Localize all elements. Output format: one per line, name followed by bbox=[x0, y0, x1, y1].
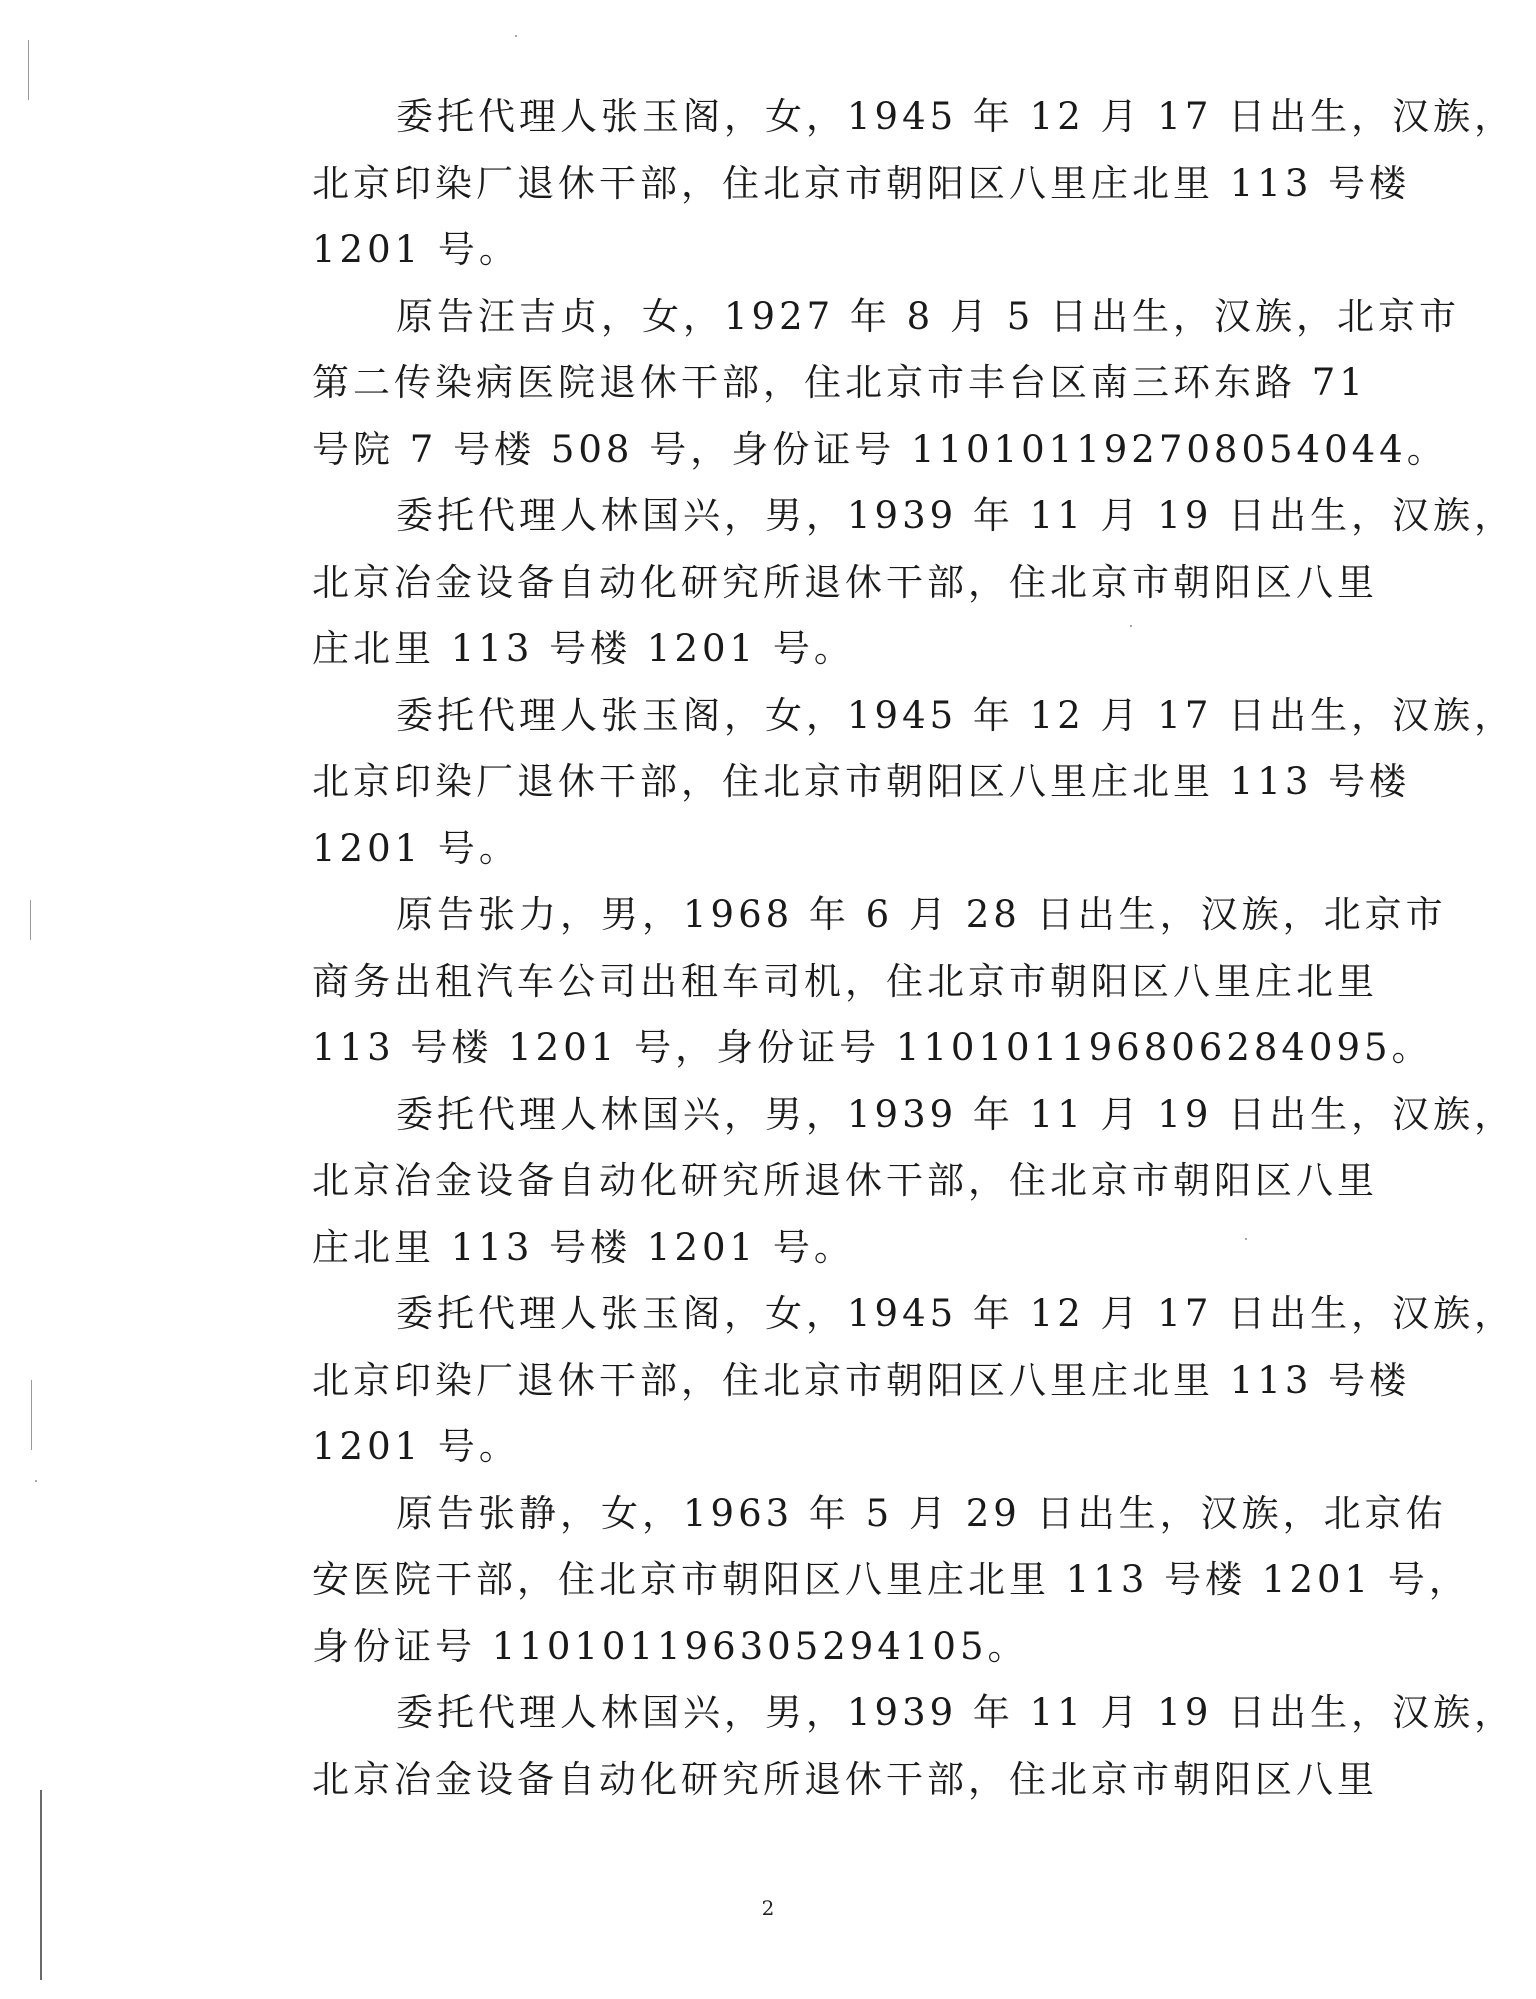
text-line: 原告张静，女，1963 年 5 月 29 日出生，汉族，北京佑 bbox=[396, 1491, 1447, 1535]
text-line: 北京印染厂退休干部，住北京市朝阳区八里庄北里 113 号楼 bbox=[312, 161, 1411, 205]
text-line: 1201 号。 bbox=[312, 228, 520, 271]
text-line: 庄北里 113 号楼 1201 号。 bbox=[312, 627, 855, 670]
text-line: 委托代理人张玉阁，女，1945 年 12 月 17 日出生，汉族， bbox=[396, 693, 1516, 737]
text-line: 原告汪吉贞，女，1927 年 8 月 5 日出生，汉族，北京市 bbox=[396, 294, 1461, 338]
text-line: 安医院干部，住北京市朝阳区八里庄北里 113 号楼 1201 号， bbox=[312, 1558, 1470, 1601]
text-line: 号院 7 号楼 508 号，身份证号 110101192708054044。 bbox=[312, 427, 1448, 471]
text-line: 身份证号 110101196305294105。 bbox=[312, 1624, 1029, 1668]
scan-artifact-mark bbox=[31, 1380, 32, 1450]
text-line: 庄北里 113 号楼 1201 号。 bbox=[312, 1225, 855, 1269]
paragraph bbox=[312, 1281, 1516, 1481]
page-number: 2 bbox=[761, 1896, 775, 1920]
paragraph bbox=[312, 483, 1516, 683]
paragraph bbox=[312, 284, 1461, 484]
scan-artifact-dot bbox=[515, 35, 517, 37]
text-line: 北京冶金设备自动化研究所退休干部，住北京市朝阳区八里 bbox=[312, 1159, 1378, 1202]
text-line: 商务出租汽车公司出租车司机，住北京市朝阳区八里庄北里 bbox=[312, 959, 1378, 1003]
text-line: 1201 号。 bbox=[312, 1425, 520, 1468]
text-line: 第二传染病医院退休干部，住北京市丰台区南三环东路 71 bbox=[312, 361, 1367, 404]
text-line: 委托代理人张玉阁，女，1945 年 12 月 17 日出生，汉族， bbox=[396, 95, 1516, 138]
text-line: 北京印染厂退休干部，住北京市朝阳区八里庄北里 113 号楼 bbox=[312, 760, 1411, 803]
text-line: 委托代理人林国兴，男，1939 年 11 月 19 日出生，汉族， bbox=[396, 1691, 1516, 1734]
text-line: 113 号楼 1201 号，身份证号 110101196806284095。 bbox=[312, 1026, 1433, 1069]
paragraph bbox=[312, 882, 1447, 1082]
text-line: 委托代理人张玉阁，女，1945 年 12 月 17 日出生，汉族， bbox=[396, 1292, 1516, 1335]
paragraph bbox=[312, 683, 1516, 883]
scan-artifact-mark bbox=[40, 1790, 42, 1980]
paragraph bbox=[312, 1082, 1516, 1282]
paragraph bbox=[312, 84, 1516, 284]
document-body bbox=[312, 84, 1516, 1813]
paragraph bbox=[312, 1680, 1516, 1813]
text-line: 北京冶金设备自动化研究所退休干部，住北京市朝阳区八里 bbox=[312, 560, 1378, 604]
text-line: 北京冶金设备自动化研究所退休干部，住北京市朝阳区八里 bbox=[312, 1757, 1378, 1801]
scan-artifact-mark bbox=[28, 40, 29, 100]
text-line: 1201 号。 bbox=[312, 826, 520, 870]
text-line: 委托代理人林国兴，男，1939 年 11 月 19 日出生，汉族， bbox=[396, 494, 1516, 537]
text-line: 委托代理人林国兴，男，1939 年 11 月 19 日出生，汉族， bbox=[396, 1092, 1516, 1136]
paragraph bbox=[312, 1481, 1470, 1681]
scan-artifact-mark bbox=[30, 900, 31, 940]
text-line: 北京印染厂退休干部，住北京市朝阳区八里庄北里 113 号楼 bbox=[312, 1358, 1411, 1402]
text-line: 原告张力，男，1968 年 6 月 28 日出生，汉族，北京市 bbox=[396, 893, 1447, 936]
scan-artifact-dot bbox=[35, 1480, 37, 1482]
